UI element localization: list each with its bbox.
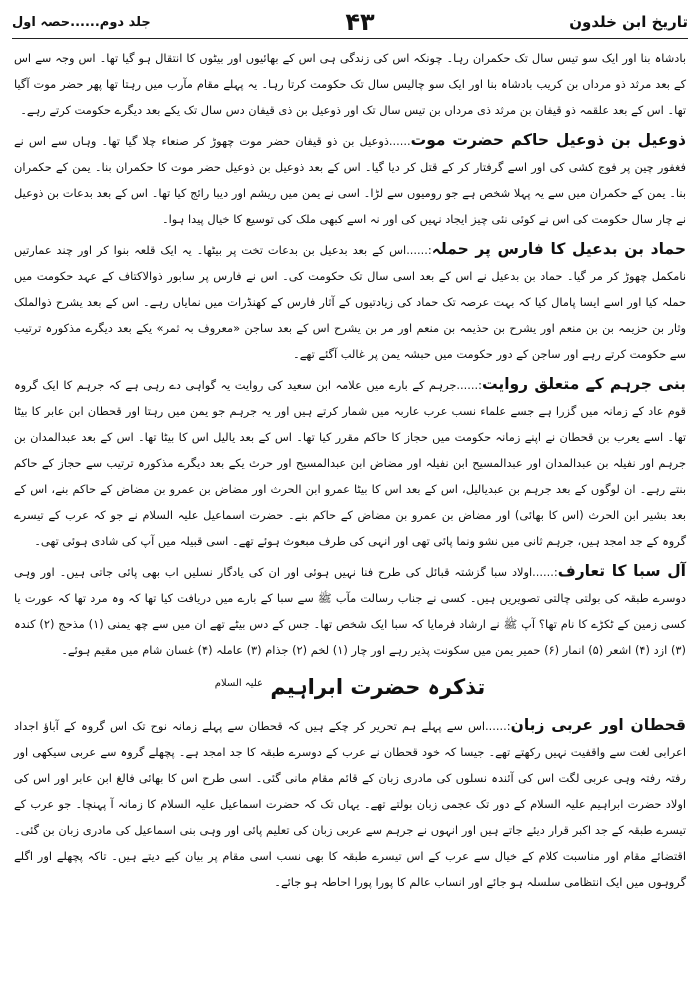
paragraph-heading: بنی جرہم کے متعلق روایت <box>482 375 686 393</box>
paragraph-text: :......اس سے پہلے ہم تحریر کر چکے ہیں کہ قحطان سے پہلے زمانہ نوح تک اس گروہ کے آباؤ اجداد اعرابی لغت سے واقفیت نہیں رکھتے تھے۔ جیسا کہ خود قحطان نے عرب کے دوسرے طبقہ کا جد امجد ہے۔ پچھلے گروہ سے عربی سیکھی اور رفتہ رفتہ وہی عربی لگت اس کی آئندہ نسلوں کی مادری زبان کے قائم مقام مانی گئی۔ اسی طرح اس کا بھائی فالغ ابن عابر اور اس کی اولاد حضرت ابراہیم علیہ السلام کے دور تک عجمی زبان بولتے تھے۔ یہاں تک کہ حضرت اسماعیل علیہ السلام کا زمانہ آ پہنچا۔ جو عرب کے تیسرے طبقہ کے جد اکبر قرار دیئے جاتے ہیں اور انہوں نے جرہم سے عربی زبان کی تعلیم پائی اور وہی بنی اسماعیل کی مادری زبان بن گئی۔ اقتضائے مقام اور مناسبت کلام کے خیال سے عرب کے اس تیسرے طبقہ کا بھی نسب اسی مقام پر بیان کیے دیتے ہیں۔ تاکہ پچھلے اور اگلے گروہوں میں ایک انتظامی سلسلہ ہو جائے اور انساب عالم کا پورا پورا احاطہ ہو جائے۔ <box>14 719 686 889</box>
volume-label: جلد دوم......حصہ اول <box>12 14 151 30</box>
paragraph-heading: آل سبا کا تعارف <box>557 562 686 580</box>
section-heading <box>14 669 686 702</box>
honorific: علیہ السلام <box>214 678 264 689</box>
paragraph-text: بادشاہ بنا اور ایک سو تیس سال تک حکمران رہا۔ چونکہ اس کی زندگی ہی اس کے بھائیوں اور بیٹوں کا انتقال ہو گیا تھا۔ اس وجہ سے اس کے بعد مرثد ذو مرداں بن کریب بادشاہ بنا اور ایک سو چالیس سال تک حکومت کرتا رہا۔ یہ پہلے مقام مآرب میں رہتا تھا پھر حضر موت آگیا تھا۔ اس کے بعد علقمہ ذو قیفان بن مرثد ذی مرداں بن تیس سال تک اور ذوعیل بن ذی قیفان دس سال تک یکے بعد دیگرے حکومت کرتے رہے۔ <box>14 51 686 117</box>
paragraph-heading: ذوعیل بن ذوعیل حاکم حضرت موت <box>410 131 687 149</box>
paragraph-3 <box>14 236 686 367</box>
paragraph-text: ......ذوعیل بن ذو قیفان حضر موت چھوڑ کر صنعاء چلا گیا تھا۔ وہاں سے اس نے فغفور چین پر فوج کشی کی اور اسے گرفتار کر کے قتل کر دیا گیا۔ اس کے بعد ذوعیل بن ذوعیل حضر موت کا حکمران بنا۔ یمن کے حکمران بنا۔ یمن کے حکمران میں سے یہ پہلا شخص ہے جو رومیوں سے لڑا۔ اسی نے یمن میں ریشم اور دیبا رائج کیا تھا۔ اس کے بعد بدعات بن ذوعیل نے چار سال حکومت کی اس نے کوئی نئی چیز ایجاد نہیں کی اور نہ اسے کبھی ملک کی توسیع کا خیال پیدا ہوا۔ <box>14 134 686 226</box>
paragraph-5 <box>14 558 686 663</box>
paragraph-2 <box>14 127 686 232</box>
paragraph-text: :......اس کے بعد بدعیل بن بدعات تخت پر بیٹھا۔ یہ ایک قلعہ بنوا کر اور چند عمارتیں نامکمل چھوڑ کر مر گیا۔ حماد بن بدعیل نے اس کے بعد اسی سال تک حکومت کی۔ اس نے فارس پر سابور ذوالاکتاف کے عہد حکومت میں حملہ کیا اور اسے ایسا پامال کیا کہ بہت عرصہ تک حماد کی زیادتیوں کے آثار فارس کے کھنڈرات میں نمایاں رہے۔ اس کے بعد یشرح ذوالملک وثار بن حزیمہ بن بن منعم اور یشرح بن حذیمہ بن منعم اور مر بن یشرح اس کے بعد ساجن «معروف بہ ثمر» یکے بعد دیگرے مذکورہ ترتیب سے حکومت کرتے رہے اور ساجن کے دور حکومت میں حبشہ یمن پر غالب آگئے تھے۔ <box>14 243 686 361</box>
paragraph-1 <box>14 44 686 123</box>
paragraph-text: :......اولاد سبا گزشتہ قبائل کی طرح فنا نہیں ہوئی اور ان کی یادگار نسلیں اب بھی پائی جاتی ہیں۔ اور وہی دوسرے طبقہ کی بولتی چالتی تصویریں ہیں۔ کسی نے جناب رسالت مآب ﷺ سے سبا کے بارے میں دریافت کیا تھا کہ وہ مرد تھا کہ عورت یا کسی زمین کے ٹکڑے کا نام تھا؟ آپ ﷺ نے ارشاد فرمایا کہ سبا ایک شخص تھا۔ جس کے دس بیٹے تھے ان میں سے چھ یمنی (۱) مذحج (۲) کندہ (۳) ازد (۴) اشعر (۵) انمار (۶) حمیر یمن میں سکونت پذیر رہے اور چار (۱) لخم (۲) جذام (۳) عاملہ (۴) غسان شام میں مقیم ہوئے۔ <box>14 565 686 657</box>
paragraph-heading: قحطان اور عربی زبان <box>510 716 687 734</box>
paragraph-heading: حماد بن بدعیل کا فارس پر حملہ <box>431 240 686 258</box>
paragraph-6 <box>14 712 686 895</box>
page-number: ۴۳ <box>345 8 375 36</box>
paragraph-text: :......جرہم کے بارے میں علامہ ابن سعید کی روایت یہ گواہی دے رہی ہے کہ جرہم کا ایک گروہ قوم عاد کے زمانہ میں گزرا ہے جسے علماء نسب عرب عاربہ میں شمار کرتے ہیں اور یہ جرہم جو یمن میں رہتا اور قحطان ابن عابر کا بیٹا تھا۔ اسے یعرب بن قحطان نے اپنے زمانہ حکومت میں حجاز کا حاکم مقرر کیا تھا۔ اس کے بعد یالیل اس کا بیٹا تھا۔ اس کے بعد عبدالمدان بن جرہم اور نفیلہ بن عبدالمدان اور عبدالمسیح ابن نفیلہ اور مضاض ابن عبدالمسیح اور حرث یکے بعد دیگرے مذکورہ ترتیب سے حجاز کے حاکم بنتے رہے۔ ان لوگوں کے بعد جرہم بن عبدیالیل، اس کے بعد اس کا بیٹا عمرو ابن الحرث اور مضاض بن عمرو بن مضاض کے حاکم بنے، اس کے بعد بشیر ابن الحرث (اس کا بھائی) اور مضاض بن عمرو بن مضاض کے حاکم بنے۔ حضرت اسماعیل علیہ السلام نے جو کہ عرب کے تیسرے گروہ کے جد امجد ہیں، جرہم ثانی میں نشو ونما پائی تھی اور انہی کی طرف مبعوث ہوئے تھے۔ اسی قبیلہ میں آپ کی شادی ہوئی تھی۔ <box>14 378 686 548</box>
section-heading-text: تذکرہ حضرت ابراہیم <box>270 675 486 699</box>
page-body <box>14 44 686 979</box>
paragraph-4 <box>14 371 686 554</box>
book-title: تاریخ ابن خلدون <box>569 13 688 31</box>
page-header <box>12 6 688 39</box>
